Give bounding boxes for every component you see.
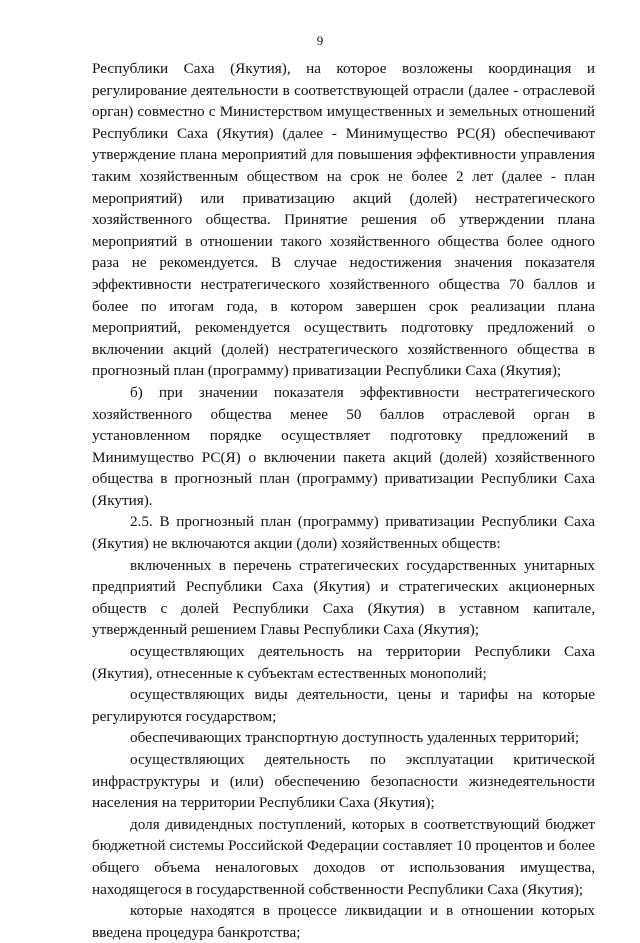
paragraph-continuation: Республики Саха (Якутия), на которое возложены координация и регулирование деятельности в соответствующей отрасли (далее - отраслевой орган) совместно с Министерством имущественных и земельных отношений Республики Саха (Якутия) (далее - Минимущество РС(Я) обеспечивают утверждение плана мероприятий для повышения эффективности управления таким хозяйственным обществом на срок не более 2 лет (далее - план мероприятий) или приватизацию акций (долей) нестратегического хозяйственного общества. Принятие решения об утверждении плана мероприятий в отношении такого хозяйственного общества более одного раза не рекомендуется. В случае недостижения значения показателя эффективности нестратегического хозяйственного общества 70 баллов и более по итогам года, в котором завершен срок реализации плана мероприятий, рекомендуется осуществить подготовку предложений о включении акций (долей) нестратегического хозяйственного общества в прогнозный план (программу) приватизации Республики Саха (Якутия); [92, 60, 595, 380]
list-item-strategic: включенных в перечень стратегических государственных унитарных предприятий Республики Саха (Якутия) и стратегических акционерных обществ с долей Республики Саха (Якутия) в уставном капитале, утвержденный решением Главы Республики Саха (Якутия); [92, 556, 595, 639]
list-item-dividends: доля дивидендных поступлений, которых в соответствующий бюджет бюджетной системы Российской Федерации составляет 10 процентов и более общего объема неналоговых доходов от использования имущества, находящегося в государственной собственности Республики Саха (Якутия); [92, 815, 595, 898]
document-body [92, 58, 595, 943]
page-number: 9 [316, 33, 324, 48]
list-item-regulated-prices: осуществляющих виды деятельности, цены и тарифы на которые регулируются государством; [92, 686, 595, 725]
paragraph-item-b: б) при значении показателя эффективности нестратегического хозяйственного общества менее 50 баллов отраслевой орган в установленном порядке осуществляет подготовку предложений в Минимущество РС(Я) о включении пакета акций (долей) хозяйственного общества в прогнозный план (программу) приватизации Республики Саха (Якутия). [92, 383, 595, 509]
list-item-natural-monopolies: осуществляющих деятельность на территории Республики Саха (Якутия), отнесенные к субъектам естественных монополий; [92, 643, 595, 682]
list-item-liquidation: которые находятся в процессе ликвидации и в отношении которых введена процедура банкротства; [92, 902, 595, 941]
paragraph-section-2-5: 2.5. В прогнозный план (программу) приватизации Республики Саха (Якутия) не включаются акции (доли) хозяйственных обществ: [92, 513, 595, 553]
list-item-critical-infrastructure: осуществляющих деятельность по эксплуатации критической инфраструктуры и (или) обеспечению безопасности жизнедеятельности населения на территории Республики Саха (Якутия); [92, 751, 595, 812]
list-item-transport-access: обеспечивающих транспортную доступность удаленных территорий; [130, 729, 580, 747]
